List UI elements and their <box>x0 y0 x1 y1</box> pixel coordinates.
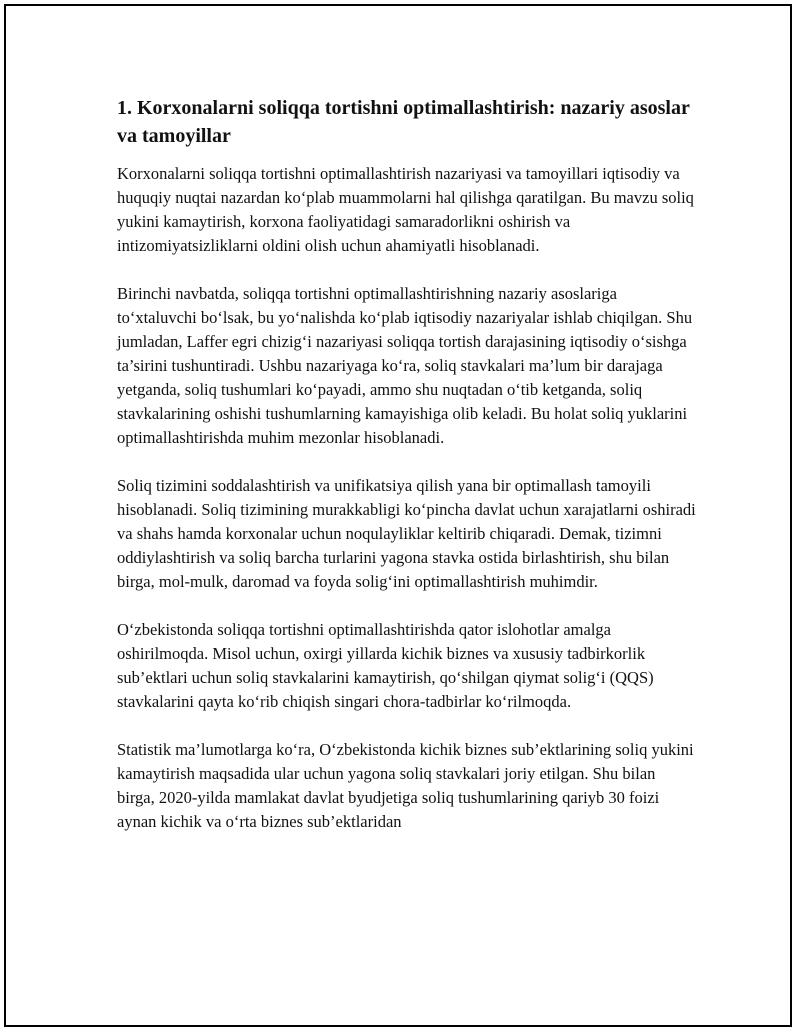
section-heading: 1. Korxonalarni soliqqa tortishni optimallashtirish: nazariy asoslar va tamoyillar <box>117 97 690 147</box>
paragraph-2: Birinchi navbatda, soliqqa tortishni optimallashtirishning nazariy asoslariga to‘xtaluvchi bo‘lsak, bu yo‘nalishda ko‘plab iqtisodiy nazariyalar ishlab chiqilgan. Shu jumladan, Laffer egri chizig‘i nazariyasi soliqqa tortish darajasining iqtisodiy o‘sishga ta’sirini tushuntiradi. Ushbu nazariyaga ko‘ra, soliq stavkalari ma’lum bir darajaga yetganda, soliq tushumlari ko‘payadi, ammo shu nuqtadan o‘tib ketganda, soliq stavkalarining oshishi tushumlarning kamayishiga olib keladi. Bu holat soliq yuklarini optimallashtirishda muhim mezonlar hisoblanadi. <box>117 284 693 447</box>
paragraph-5: Statistik ma’lumotlarga ko‘ra, O‘zbekistonda kichik biznes sub’ektlarining soliq yukini kamaytirish maqsadida ular uchun yagona soliq stavkalari joriy etilgan. Shu bilan birga, 2020-yilda mamlakat davlat byudjetiga soliq tushumlarining qariyb 30 foizi aynan kichik va o‘rta biznes sub’ektlaridan <box>117 740 694 831</box>
paragraph-3: Soliq tizimini soddalashtirish va unifikatsiya qilish yana bir optimallash tamoyili hisoblanadi. Soliq tizimining murakkabligi ko‘pincha davlat uchun xarajatlarni oshiradi va shahs hamda korxonalar uchun noqulayliklar keltirib chiqaradi. Demak, tizimni oddiylashtirish va soliq barcha turlarini yagona stavka ostida birlashtirish, shu bilan birga, mol-mulk, daromad va foyda solig‘ini optimallashtirish muhimdir. <box>117 476 696 591</box>
paragraph-1: Korxonalarni soliqqa tortishni optimallashtirish nazariyasi va tamoyillari iqtisodiy va huquqiy nuqtai nazardan ko‘plab muammolarni hal qilishga qaratilgan. Bu mavzu soliq yukini kamaytirish, korxona faoliyatidagi samaradorlikni oshirish va intizomiyatsizliklarni oldini olish uchun ahamiyatli hisoblanadi. <box>117 164 694 255</box>
paragraph-4: O‘zbekistonda soliqqa tortishni optimallashtirishda qator islohotlar amalga oshirilmoqda. Misol uchun, oxirgi yillarda kichik biznes va xususiy tadbirkorlik sub’ektlari uchun soliq stavkalarini kamaytirish, qo‘shilgan qiymat solig‘i (QQS) stavkalarini qayta ko‘rib chiqish singari chora-tadbirlar ko‘rilmoqda. <box>117 620 654 711</box>
document-body <box>117 94 697 858</box>
